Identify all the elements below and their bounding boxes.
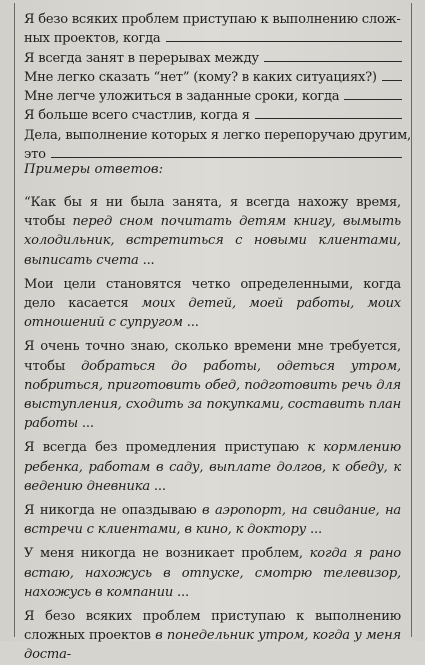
fill-in-exercise bbox=[24, 10, 411, 164]
example-paragraph bbox=[24, 438, 401, 496]
prompt-text: Мне легче уложиться в заданные сроки, когда bbox=[24, 89, 340, 105]
prompt-text: Дела, выполнение которых я легко перепоручаю другим, bbox=[24, 127, 411, 143]
example-paragraph bbox=[24, 337, 401, 433]
example-text: У меня никогда не возникает проблем, bbox=[24, 546, 310, 562]
prompt-text: Я всегда занят в перерывах между bbox=[24, 50, 259, 66]
prompt-line bbox=[24, 106, 402, 125]
example-ellipsis: ... bbox=[182, 315, 199, 331]
example-italic-text: в понедельник утром, когда у меня доста- bbox=[24, 628, 401, 663]
answer-blank bbox=[166, 29, 403, 42]
prompt-line bbox=[24, 68, 402, 87]
prompt-line bbox=[24, 49, 402, 68]
example-ellipsis: ... bbox=[77, 416, 94, 432]
example-ellipsis: ... bbox=[138, 252, 155, 268]
examples-heading: Примеры ответов: bbox=[24, 162, 164, 177]
example-italic-text: к кормлению ребенка, работам в саду, выплате долгов, к обеду, к ведению дневника bbox=[24, 440, 401, 494]
examples-list bbox=[24, 193, 401, 665]
answer-blank bbox=[344, 87, 402, 100]
example-text: “Как бы я ни была занята, я всегда нахожу время, чтобы bbox=[24, 195, 401, 230]
answer-blank bbox=[255, 106, 402, 119]
prompt-line bbox=[24, 87, 402, 106]
prompt-text: это bbox=[24, 147, 46, 163]
example-ellipsis: ... bbox=[173, 584, 189, 600]
answer-blank bbox=[382, 68, 402, 81]
example-text: Мои цели становятся четко определенными, когда дело касается bbox=[24, 276, 401, 312]
example-text: Я безо всяких проблем приступаю к выполнению сложных проектов bbox=[24, 609, 401, 644]
example-text: Я очень точно знаю, сколько времени мне требуется, чтобы bbox=[24, 339, 401, 374]
prompt-line bbox=[24, 10, 402, 29]
example-paragraph bbox=[24, 193, 401, 270]
prompt-line bbox=[24, 29, 402, 48]
prompt-text: Мне легко сказать “нет” (кому? в каких ситуациях?) bbox=[24, 69, 377, 85]
example-italic-text: перед сном почитать детям книгу, вымыть холодильник, встретиться с новыми клиентами, выписать счета bbox=[24, 214, 401, 268]
prompt-line bbox=[24, 126, 411, 145]
example-italic-text: моих детей, моей работы, моих отношений с супругом bbox=[24, 296, 401, 331]
example-italic-text: когда я рано встаю, нахожусь в отпуске, смотрю телевизор, нахожусь в компании bbox=[24, 546, 401, 600]
answer-blank bbox=[51, 145, 402, 158]
answer-blank bbox=[264, 49, 402, 62]
example-italic-text: в аэропорт, на свидание, на встречи с клиентами, в кино, к доктору bbox=[24, 503, 401, 538]
prompt-text: Я безо всяких проблем приступаю к выполнению слож- bbox=[24, 12, 401, 27]
example-text: Я никогда не опаздываю bbox=[24, 503, 203, 519]
example-paragraph bbox=[24, 544, 401, 602]
example-italic-text: добраться до работы, одеться утром, побриться, приготовить обед, подготовить речь для выступления, сходить за покупками, составить план работы bbox=[24, 358, 401, 432]
example-ellipsis: ... bbox=[306, 522, 322, 538]
example-paragraph bbox=[24, 501, 401, 539]
prompt-text: Я больше всего счастлив, когда я bbox=[24, 108, 250, 124]
example-paragraph bbox=[24, 275, 401, 333]
example-text: Я всегда без промедления приступаю bbox=[24, 440, 308, 456]
example-ellipsis: ... bbox=[149, 478, 166, 494]
prompt-text: ных проектов, когда bbox=[24, 31, 161, 47]
example-paragraph bbox=[24, 607, 401, 665]
